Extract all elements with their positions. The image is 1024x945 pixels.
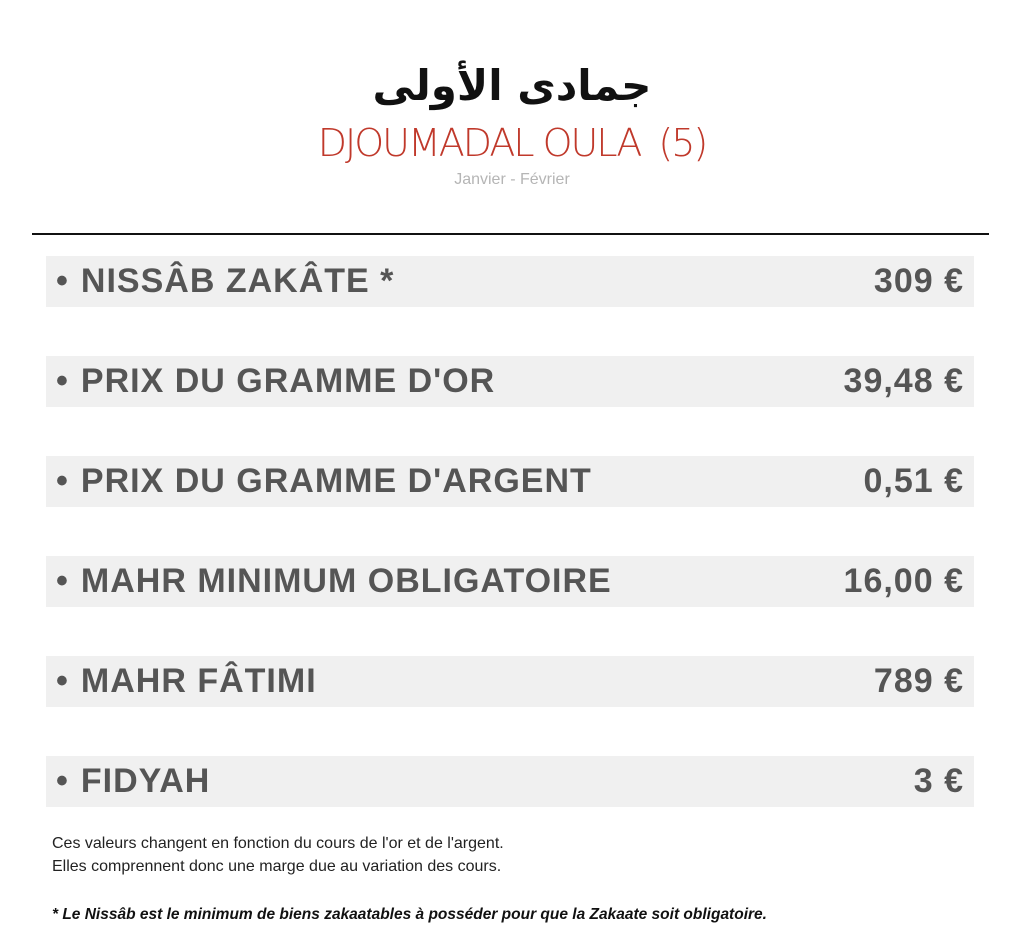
row-label <box>46 462 592 501</box>
row-label-text: PRIX DU GRAMME D'ARGENT <box>80 462 592 500</box>
row-mahr-minimum <box>46 556 974 607</box>
latin-month-title <box>0 120 1024 166</box>
footnote: * Le Nissâb est le minimum de biens zakaatables à posséder pour que la Zakaate soit obligatoire. <box>52 906 767 923</box>
row-label-text: PRIX DU GRAMME D'OR <box>80 362 496 400</box>
row-label <box>46 662 317 701</box>
row-label <box>46 362 495 401</box>
month-period: Janvier - Février <box>454 171 570 188</box>
bullet-icon: • <box>56 662 69 700</box>
bullet-icon: • <box>56 562 69 600</box>
arabic-month-title: جمادى الأولى <box>372 61 652 110</box>
row-label-text: MAHR MINIMUM OBLIGATOIRE <box>80 562 612 600</box>
row-value: 16,00 € <box>843 562 964 600</box>
row-mahr-fatimi <box>46 656 974 707</box>
values-list <box>46 256 974 856</box>
row-label-text: FIDYAH <box>80 762 211 800</box>
bullet-icon: • <box>56 762 69 800</box>
row-value: 789 € <box>873 662 964 700</box>
row-value: 39,48 € <box>843 362 964 400</box>
row-value: 3 € <box>913 762 964 800</box>
row-label <box>46 262 394 301</box>
month-number: (5) <box>658 121 707 165</box>
note-line: Ces valeurs changent en fonction du cours de l'or et de l'argent. <box>52 835 504 852</box>
bullet-icon: • <box>56 462 69 500</box>
notes <box>52 832 952 878</box>
row-nissab-zakate <box>46 256 974 307</box>
latin-month-name: DJOUMADAL OULA <box>317 121 641 165</box>
note-line: Elles comprennent donc une marge due au variation des cours. <box>52 858 502 875</box>
bullet-icon: • <box>56 362 69 400</box>
row-label <box>46 762 210 801</box>
row-label <box>46 562 612 601</box>
row-fidyah <box>46 756 974 807</box>
row-label-text: MAHR FÂTIMI <box>80 662 317 700</box>
bullet-icon: • <box>56 262 69 300</box>
row-value: 0,51 € <box>863 462 964 500</box>
row-silver-price <box>46 456 974 507</box>
header-divider <box>32 233 989 235</box>
row-value: 309 € <box>873 262 964 300</box>
row-gold-price <box>46 356 974 407</box>
row-label-text: NISSÂB ZAKÂTE * <box>80 262 395 300</box>
